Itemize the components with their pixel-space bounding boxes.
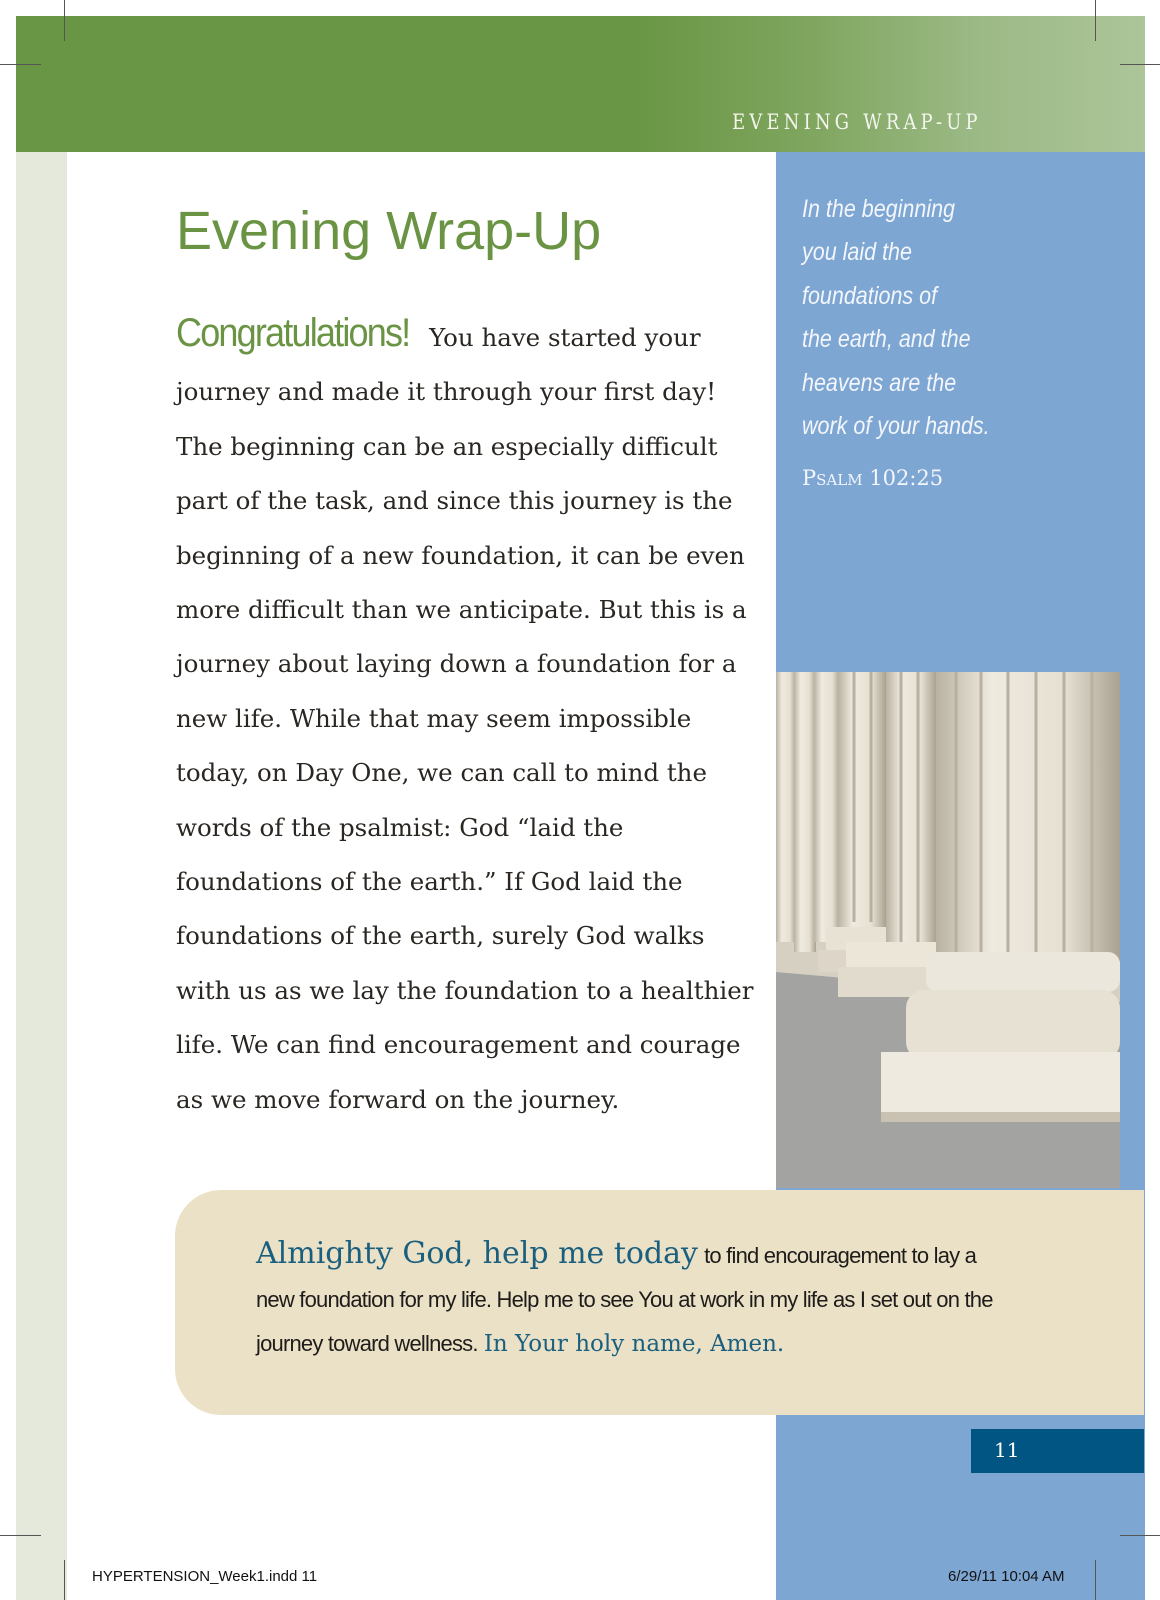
quote-line: work of your hands.	[802, 412, 990, 441]
quote-line: the earth, and the	[802, 325, 971, 354]
left-margin-strip	[16, 152, 67, 1600]
section-label: EVENING WRAP-UP	[732, 110, 982, 134]
crop-mark	[1095, 0, 1096, 41]
quote-line: heavens are the	[802, 368, 957, 397]
page-title: Evening Wrap-Up	[176, 201, 602, 261]
quote-line: foundations of	[802, 281, 938, 310]
crop-mark	[0, 1535, 41, 1536]
prayer-body: to find encouragement to lay a new foundation for my life. Help me to see You at work in my life as I set out on the journey toward wellness.	[256, 1243, 993, 1356]
footer-timestamp: 6/29/11 10:04 AM	[948, 1568, 1065, 1585]
body-lead: Congratulations!	[176, 311, 410, 355]
body-paragraph: You have started your journey and made it through your first day! The beginning can be an especially difficult part of the task, and since this journey is the beginning of a new foundation, it can be even more difficult than we anticipate. But this is a journey about laying down a foundation for a new life. While that may seem impossible today, on Day One, we can call to mind the words of the psalmist: God “laid the foundations of the earth.” If God laid the foundations of the earth, surely God walks with us as we lay the foundation to a healthier life. We can find encouragement and courage as we move forward on the journey.	[176, 323, 754, 1114]
prayer-closing: In Your holy name, Amen.	[483, 1331, 785, 1357]
crop-mark	[64, 1560, 65, 1600]
scripture-quote	[802, 188, 1086, 448]
quote-line: In the beginning	[802, 195, 956, 223]
quote-book: Psalm	[802, 466, 863, 490]
quote-line: you laid the	[802, 238, 912, 267]
columns-photo	[776, 672, 1120, 1188]
crop-mark	[1120, 64, 1160, 65]
crop-mark	[1120, 1535, 1160, 1536]
crop-mark	[0, 64, 41, 65]
prayer-opening: Almighty God, help me today	[256, 1236, 698, 1271]
prayer-text	[256, 1232, 1016, 1366]
footer-filename: HYPERTENSION_Week1.indd 11	[92, 1568, 318, 1585]
crop-mark	[64, 0, 65, 41]
body-text	[176, 306, 756, 1127]
quote-verse: 102:25	[869, 466, 944, 490]
quote-reference	[802, 466, 943, 490]
crop-mark	[1095, 1560, 1096, 1600]
page-number: 11	[994, 1438, 1020, 1462]
columns-image	[776, 672, 1120, 1188]
